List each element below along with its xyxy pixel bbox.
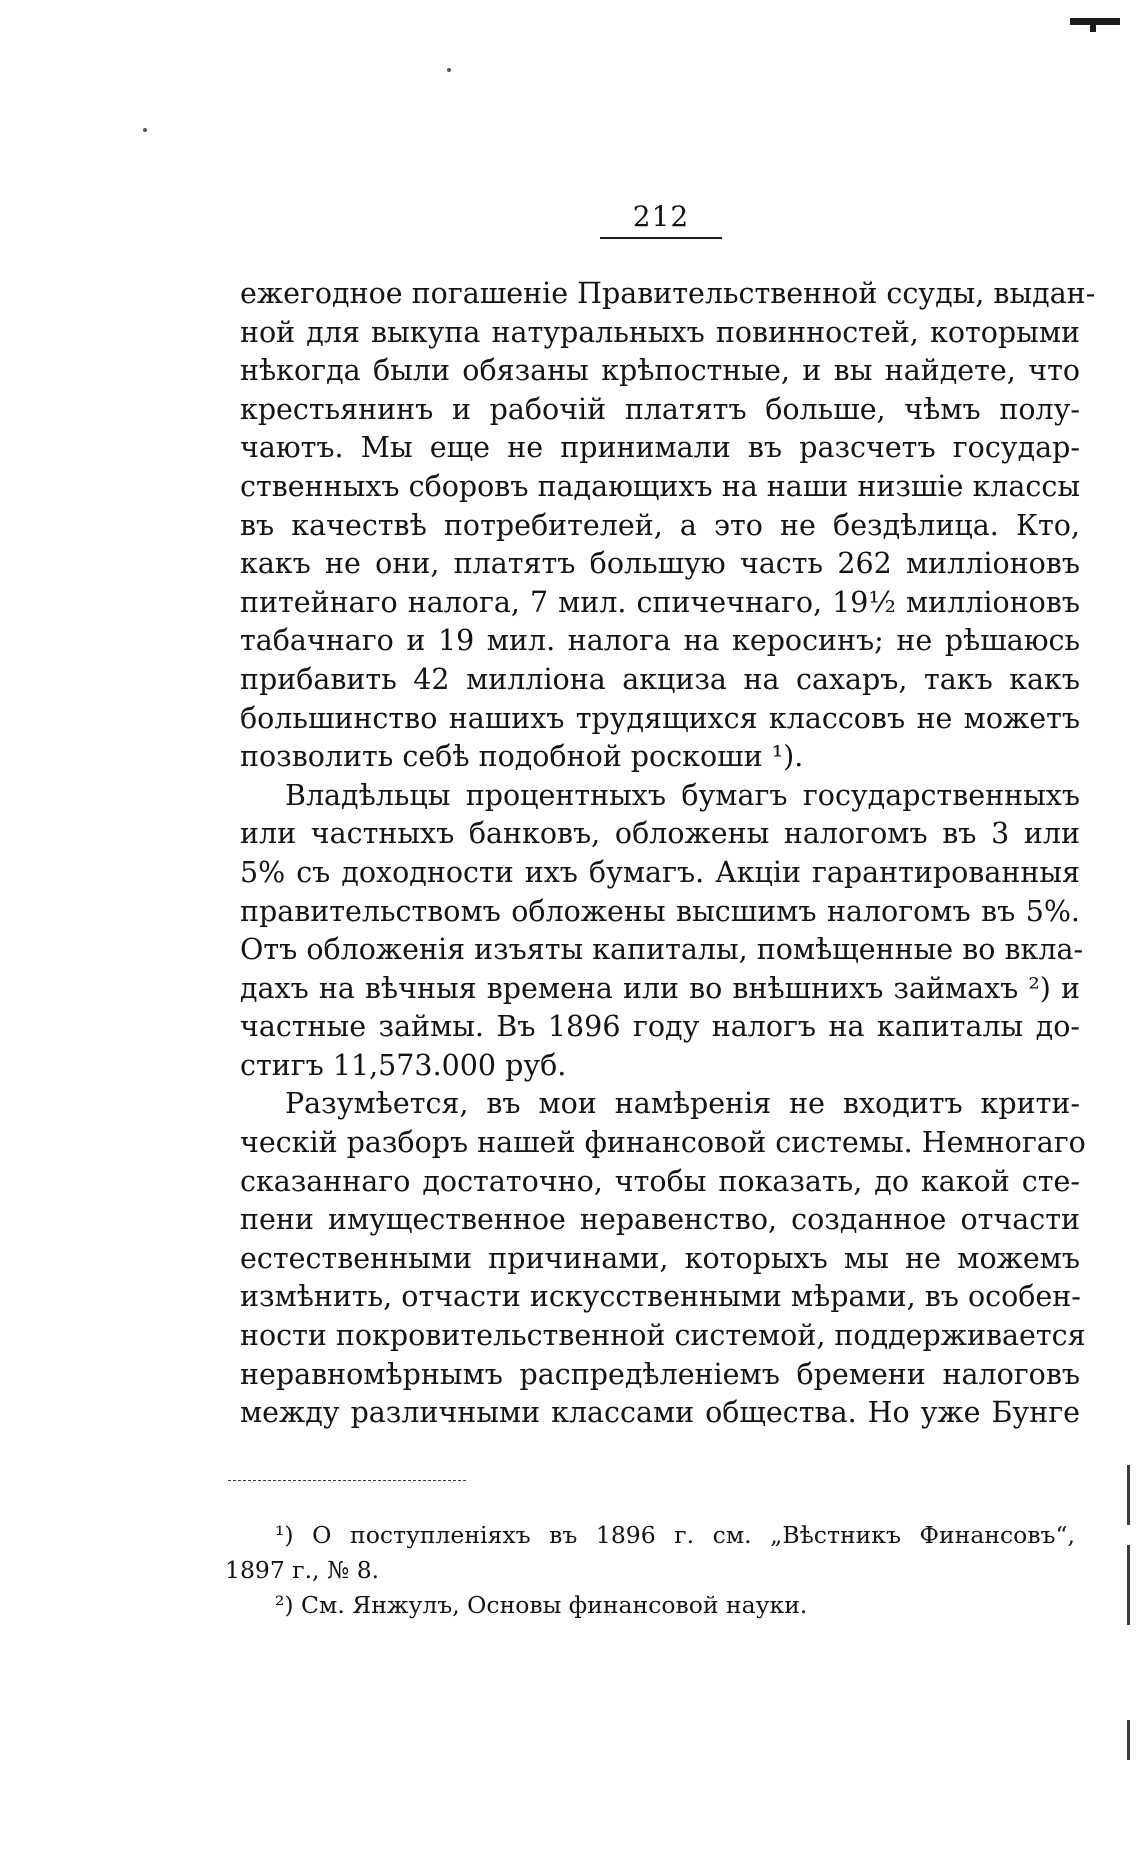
text-line: Владѣльцы процентныхъ бумагъ государственныхъ	[285, 778, 1080, 812]
footnote-separator	[228, 1480, 466, 1482]
text-line: ежегодное погашеніе Правительственной ссуды, выдан-	[240, 277, 1096, 310]
text-line: естественными причинами, которыхъ мы не можемъ	[240, 1241, 1080, 1275]
text-line: прибавить 42 милліона акциза на сахаръ, такъ какъ	[240, 662, 1080, 696]
text-line: или частныхъ банковъ, обложены налогомъ въ 3 или	[240, 817, 1080, 851]
text-line: въ качествѣ потребителей, а это не бездѣлица. Кто,	[240, 508, 1080, 542]
footnote-line: 1897 г., № 8.	[225, 1556, 380, 1584]
text-line: ческій разборъ нашей финансовой системы. Немногаго	[240, 1126, 1086, 1160]
text-line: стигъ 11,573.000 руб.	[240, 1048, 567, 1082]
body-text	[240, 275, 1096, 1433]
scan-edge-mark	[1127, 1545, 1130, 1625]
text-line: правительствомъ обложены высшимъ налогомъ въ 5%.	[240, 894, 1080, 928]
text-line: чаютъ. Мы еще не принимали въ разсчетъ государ-	[240, 431, 1080, 465]
footnotes	[225, 1518, 1075, 1623]
text-line: ности покровительственной системой, поддерживается	[240, 1319, 1086, 1353]
footnote-line: ¹) О поступленіяхъ въ 1896 г. см. „Вѣстникъ Финансовъ“,	[275, 1521, 1075, 1549]
text-line: ной для выкупа натуральныхъ повинностей, которыми	[240, 315, 1080, 349]
text-line: пени имущественное неравенство, созданное отчасти	[240, 1203, 1080, 1237]
text-line: большинство нашихъ трудящихся классовъ не можетъ	[240, 701, 1080, 735]
scan-edge-mark	[1127, 1720, 1130, 1760]
text-line: неравномѣрнымъ распредѣленіемъ бремени налоговъ	[240, 1357, 1080, 1391]
text-line: Отъ обложенія изъяты капиталы, помѣщенные во вкла-	[240, 933, 1084, 967]
scan-speck	[447, 68, 451, 72]
text-line: питейнаго налога, 7 мил. спичечнаго, 19½ милліоновъ	[240, 585, 1080, 619]
text-line: нѣкогда были обязаны крѣпостные, и вы найдете, что	[240, 354, 1080, 388]
scan-corner-mark	[1060, 14, 1122, 28]
scan-speck	[143, 128, 147, 132]
text-line: частные займы. Въ 1896 году налогъ на капиталы до-	[240, 1010, 1080, 1044]
page-number-underline	[600, 237, 722, 239]
text-line: позволить себѣ подобной роскоши ¹).	[240, 740, 804, 774]
text-line: измѣнить, отчасти искусственными мѣрами, въ особен-	[240, 1280, 1081, 1314]
scan-edge-mark	[1127, 1465, 1130, 1525]
text-line: какъ не они, платятъ большую часть 262 милліоновъ	[240, 547, 1080, 581]
text-line: Разумѣется, въ мои намѣренія не входитъ крити-	[285, 1087, 1080, 1121]
text-line: табачнаго и 19 мил. налога на керосинъ; не рѣшаюсь	[240, 624, 1080, 658]
text-line: 5% съ доходности ихъ бумагъ. Акціи гарантированныя	[240, 855, 1080, 889]
text-line: дахъ на вѣчныя времена или во внѣшнихъ займахъ ²) и	[240, 971, 1080, 1005]
text-line: сказаннаго достаточно, чтобы показать, до какой сте-	[240, 1164, 1080, 1198]
footnote-line: ²) См. Янжулъ, Основы финансовой науки.	[275, 1591, 808, 1619]
text-line: крестьянинъ и рабочій платятъ больше, чѣмъ полу-	[240, 392, 1080, 426]
page-number: 212	[632, 200, 690, 233]
text-line: ственныхъ сборовъ падающихъ на наши низшіе классы	[240, 469, 1080, 503]
text-line: между различными классами общества. Но уже Бунге	[240, 1396, 1080, 1430]
